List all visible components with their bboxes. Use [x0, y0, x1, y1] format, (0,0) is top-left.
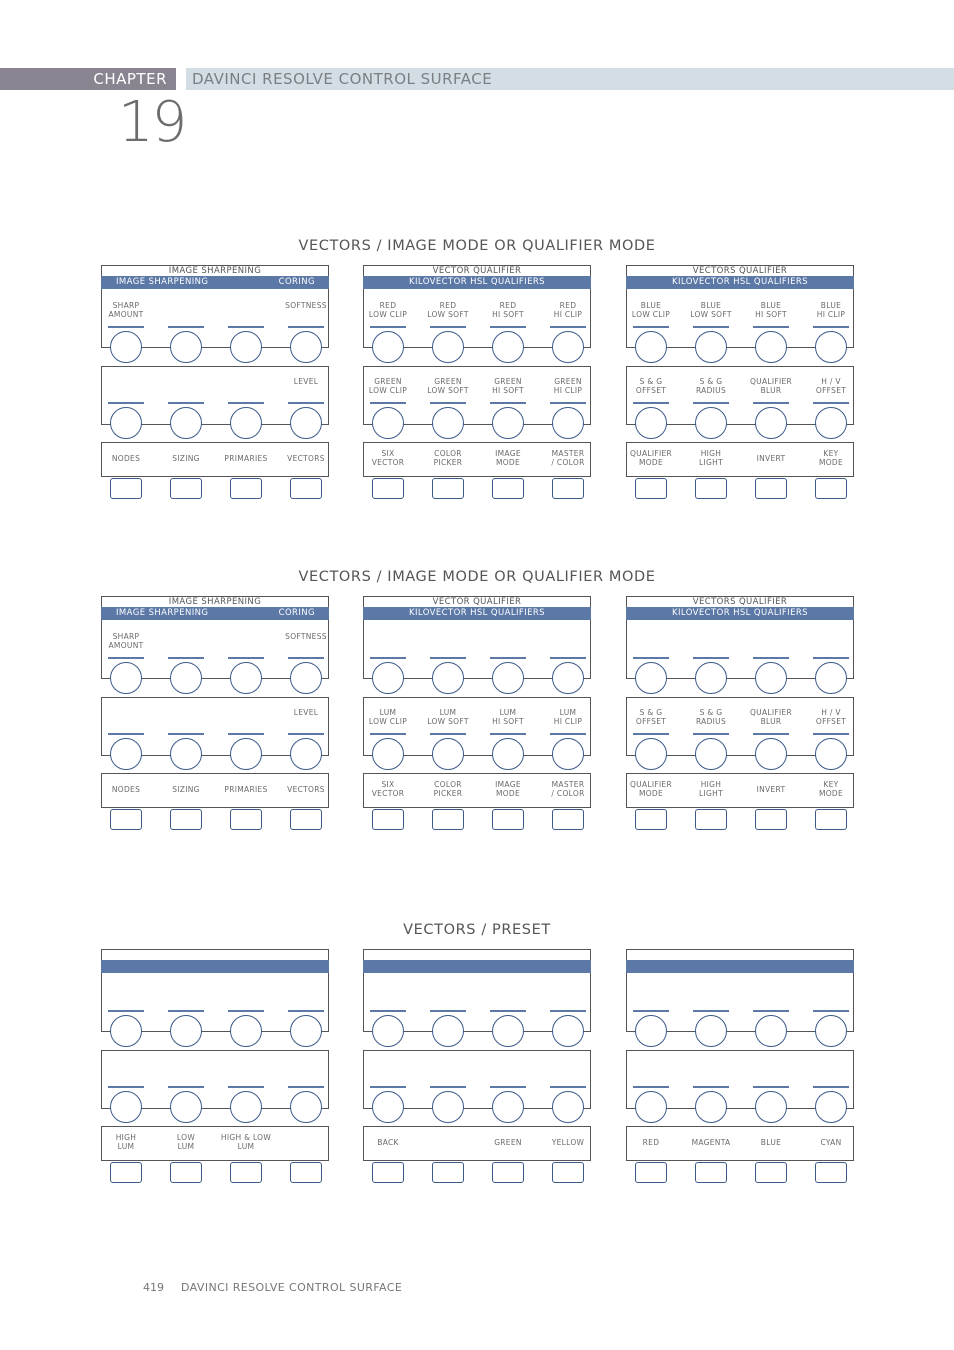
soft-key-button[interactable]: [230, 478, 262, 499]
header-bar-right-label: CORING: [278, 277, 315, 287]
knob-label: LUM LOW SOFT: [427, 708, 469, 726]
header-bar-center-label: KILOVECTOR HSL QUALIFIERS: [672, 277, 808, 287]
page-number: 419: [143, 1281, 164, 1294]
knob-label: SOFTNESS: [285, 301, 327, 310]
soft-key-button[interactable]: [492, 1162, 524, 1183]
knob-label-underline: [753, 1010, 789, 1012]
header-bar-center-label: KILOVECTOR HSL QUALIFIERS: [409, 277, 545, 287]
rotary-knob[interactable]: [552, 1091, 584, 1123]
knob-label-underline: [168, 402, 204, 404]
header-bar-left-label: IMAGE SHARPENING: [116, 608, 209, 618]
button-label: NODES: [111, 785, 141, 794]
rotary-knob[interactable]: [230, 662, 262, 694]
soft-key-button[interactable]: [755, 478, 787, 499]
knob-label-underline: [430, 733, 466, 735]
rotary-knob[interactable]: [110, 407, 142, 439]
button-label: LOW LUM: [176, 1133, 196, 1151]
rotary-knob[interactable]: [372, 407, 404, 439]
knob-label-underline: [813, 657, 849, 659]
knob-label: QUALIFIER BLUR: [749, 377, 793, 395]
soft-key-button[interactable]: [110, 809, 142, 830]
rotary-knob[interactable]: [755, 738, 787, 770]
knob-label: QUALIFIER BLUR: [749, 708, 793, 726]
knob-label-underline: [168, 326, 204, 328]
button-label: KEY MODE: [818, 780, 844, 798]
rotary-knob[interactable]: [372, 331, 404, 363]
knob-label-underline: [693, 326, 729, 328]
panel-top-label: VECTOR QUALIFIER: [363, 596, 591, 607]
knob-label-underline: [813, 1010, 849, 1012]
knob-label: SHARP AMOUNT: [108, 301, 144, 319]
control-panel: [363, 949, 591, 1189]
knob-label-underline: [168, 1010, 204, 1012]
control-panel: [626, 596, 854, 836]
soft-key-button[interactable]: [170, 809, 202, 830]
chapter-bar: [0, 68, 176, 90]
panel-header-bar: [626, 276, 854, 289]
panel-top-label: [101, 949, 329, 960]
rotary-knob[interactable]: [170, 407, 202, 439]
header-bar-right-label: CORING: [278, 608, 315, 618]
button-label: YELLOW: [551, 1138, 585, 1147]
soft-key-button[interactable]: [492, 809, 524, 830]
knob-label-underline: [693, 1086, 729, 1088]
soft-key-button[interactable]: [552, 809, 584, 830]
rotary-knob[interactable]: [372, 738, 404, 770]
rotary-knob[interactable]: [635, 331, 667, 363]
rotary-knob[interactable]: [230, 1091, 262, 1123]
control-panel: [626, 265, 854, 505]
soft-key-button[interactable]: [552, 1162, 584, 1183]
soft-key-button[interactable]: [170, 1162, 202, 1183]
knob-label: LUM LOW CLIP: [368, 708, 408, 726]
rotary-knob[interactable]: [432, 407, 464, 439]
knob-label-underline: [490, 402, 526, 404]
button-label: CYAN: [820, 1138, 842, 1147]
knob-label-underline: [108, 326, 144, 328]
knob-label-underline: [633, 1010, 669, 1012]
knob-label-underline: [288, 657, 324, 659]
button-label: GREEN: [494, 1138, 522, 1147]
section-title: VECTORS / IMAGE MODE OR QUALIFIER MODE: [298, 238, 656, 254]
soft-key-button[interactable]: [815, 478, 847, 499]
rotary-knob[interactable]: [290, 738, 322, 770]
control-panel: [101, 949, 329, 1189]
rotary-knob[interactable]: [230, 331, 262, 363]
panel-header-bar: [101, 960, 329, 973]
rotary-knob[interactable]: [552, 738, 584, 770]
knob-label: BLUE HI CLIP: [816, 301, 846, 319]
rotary-knob[interactable]: [635, 1015, 667, 1047]
knob-label-underline: [228, 657, 264, 659]
soft-key-button[interactable]: [492, 478, 524, 499]
soft-key-button[interactable]: [552, 478, 584, 499]
knob-label-underline: [228, 1086, 264, 1088]
rotary-knob[interactable]: [635, 662, 667, 694]
knob-label-underline: [813, 402, 849, 404]
control-panel: [101, 596, 329, 836]
knob-label-underline: [633, 402, 669, 404]
section-title: VECTORS / IMAGE MODE OR QUALIFIER MODE: [298, 569, 656, 585]
soft-key-button[interactable]: [432, 1162, 464, 1183]
knob-label: RED HI CLIP: [553, 301, 583, 319]
soft-key-button[interactable]: [635, 478, 667, 499]
soft-key-button[interactable]: [635, 809, 667, 830]
knob-label-underline: [633, 733, 669, 735]
rotary-knob[interactable]: [110, 1091, 142, 1123]
rotary-knob[interactable]: [372, 1091, 404, 1123]
rotary-knob[interactable]: [432, 331, 464, 363]
button-label: PRIMARIES: [224, 785, 268, 794]
knob-label-underline: [633, 1086, 669, 1088]
button-label: KEY MODE: [818, 449, 844, 467]
knob-label: S & G OFFSET: [635, 708, 667, 726]
knob-label-underline: [550, 1010, 586, 1012]
knob-label-underline: [288, 1010, 324, 1012]
rotary-knob[interactable]: [432, 1015, 464, 1047]
knob-label-underline: [370, 1010, 406, 1012]
knob-label-underline: [753, 1086, 789, 1088]
rotary-knob[interactable]: [170, 738, 202, 770]
rotary-knob[interactable]: [755, 662, 787, 694]
knob-label: BLUE LOW CLIP: [631, 301, 671, 319]
knob-label-underline: [693, 657, 729, 659]
knob-label-underline: [490, 1010, 526, 1012]
panel-top-label: VECTORS QUALIFIER: [626, 596, 854, 607]
rotary-knob[interactable]: [695, 407, 727, 439]
knob-label-underline: [370, 402, 406, 404]
knob-label-underline: [370, 326, 406, 328]
knob-label-underline: [753, 657, 789, 659]
rotary-knob[interactable]: [755, 407, 787, 439]
rotary-knob[interactable]: [290, 331, 322, 363]
rotary-knob[interactable]: [170, 331, 202, 363]
rotary-knob[interactable]: [110, 331, 142, 363]
rotary-knob[interactable]: [492, 407, 524, 439]
knob-label-underline: [288, 326, 324, 328]
rotary-knob[interactable]: [290, 1091, 322, 1123]
panel-header-bar: [626, 960, 854, 973]
panel-top-label: [626, 949, 854, 960]
control-panel: [626, 949, 854, 1189]
panel-header-bar: [101, 276, 329, 289]
soft-key-button[interactable]: [695, 1162, 727, 1183]
knob-label-underline: [430, 657, 466, 659]
knob-label-underline: [550, 657, 586, 659]
rotary-knob[interactable]: [170, 1015, 202, 1047]
rotary-knob[interactable]: [695, 738, 727, 770]
panel-header-bar: [101, 607, 329, 620]
button-label: NODES: [111, 454, 141, 463]
rotary-knob[interactable]: [552, 331, 584, 363]
knob-label: BLUE LOW SOFT: [690, 301, 732, 319]
knob-label-underline: [168, 657, 204, 659]
knob-label: RED LOW SOFT: [427, 301, 469, 319]
soft-key-button[interactable]: [170, 478, 202, 499]
rotary-knob[interactable]: [230, 407, 262, 439]
knob-label-underline: [490, 733, 526, 735]
chapter-label: CHAPTER: [93, 70, 167, 88]
button-label: COLOR PICKER: [433, 449, 463, 467]
knob-label: SHARP AMOUNT: [108, 632, 144, 650]
knob-label: LUM HI SOFT: [492, 708, 524, 726]
rotary-knob[interactable]: [432, 662, 464, 694]
rotary-knob[interactable]: [695, 1015, 727, 1047]
soft-key-button[interactable]: [290, 478, 322, 499]
knob-label-underline: [550, 402, 586, 404]
soft-key-button[interactable]: [432, 809, 464, 830]
knob-label: H / V OFFSET: [815, 377, 847, 395]
rotary-knob[interactable]: [755, 1015, 787, 1047]
rotary-knob[interactable]: [635, 1091, 667, 1123]
knob-label-underline: [430, 402, 466, 404]
rotary-knob[interactable]: [635, 738, 667, 770]
knob-label-underline: [753, 326, 789, 328]
button-label: VECTORS: [287, 454, 325, 463]
control-panel: [363, 265, 591, 505]
rotary-knob[interactable]: [290, 662, 322, 694]
rotary-knob[interactable]: [815, 738, 847, 770]
knob-label: SOFTNESS: [285, 632, 327, 641]
knob-label-underline: [490, 326, 526, 328]
rotary-knob[interactable]: [815, 1091, 847, 1123]
knob-label-underline: [288, 733, 324, 735]
button-label: COLOR PICKER: [433, 780, 463, 798]
footer-title: DAVINCI RESOLVE CONTROL SURFACE: [181, 1281, 403, 1294]
rotary-knob[interactable]: [552, 662, 584, 694]
soft-key-button[interactable]: [432, 478, 464, 499]
knob-label-underline: [490, 1086, 526, 1088]
button-label: SIX VECTOR: [371, 449, 405, 467]
rotary-knob[interactable]: [492, 1091, 524, 1123]
button-label: BACK: [377, 1138, 399, 1147]
rotary-knob[interactable]: [372, 662, 404, 694]
soft-key-button[interactable]: [755, 1162, 787, 1183]
knob-label-underline: [228, 402, 264, 404]
knob-label-underline: [813, 733, 849, 735]
button-label: INVERT: [756, 454, 786, 463]
panel-header-bar: [363, 276, 591, 289]
knob-label: H / V OFFSET: [815, 708, 847, 726]
rotary-knob[interactable]: [815, 1015, 847, 1047]
knob-label-underline: [753, 733, 789, 735]
rotary-knob[interactable]: [230, 1015, 262, 1047]
knob-label-underline: [370, 733, 406, 735]
knob-label-underline: [108, 657, 144, 659]
knob-label: RED HI SOFT: [492, 301, 524, 319]
panel-header-bar: [363, 607, 591, 620]
panel-top-label: [363, 949, 591, 960]
knob-label-underline: [108, 733, 144, 735]
rotary-knob[interactable]: [755, 1091, 787, 1123]
panel-header-bar: [626, 607, 854, 620]
panel-top-label: IMAGE SHARPENING: [101, 596, 329, 607]
rotary-knob[interactable]: [432, 738, 464, 770]
rotary-knob[interactable]: [170, 662, 202, 694]
rotary-knob[interactable]: [695, 662, 727, 694]
soft-key-button[interactable]: [695, 478, 727, 499]
knob-label-underline: [813, 1086, 849, 1088]
panel-header-bar: [363, 960, 591, 973]
panel-top-label: VECTOR QUALIFIER: [363, 265, 591, 276]
button-label: MASTER / COLOR: [551, 780, 585, 798]
soft-key-button[interactable]: [290, 809, 322, 830]
rotary-knob[interactable]: [170, 1091, 202, 1123]
soft-key-button[interactable]: [815, 809, 847, 830]
button-label: PRIMARIES: [224, 454, 268, 463]
knob-label-underline: [490, 657, 526, 659]
section-title: VECTORS / PRESET: [403, 922, 551, 938]
knob-label: GREEN LOW SOFT: [427, 377, 469, 395]
soft-key-button[interactable]: [290, 1162, 322, 1183]
soft-key-button[interactable]: [230, 809, 262, 830]
knob-label: S & G RADIUS: [695, 377, 727, 395]
button-label: IMAGE MODE: [495, 780, 521, 798]
knob-label-underline: [693, 1010, 729, 1012]
knob-label: LUM HI CLIP: [553, 708, 583, 726]
button-label: HIGH LUM: [115, 1133, 137, 1151]
button-label: SIX VECTOR: [371, 780, 405, 798]
rotary-knob[interactable]: [755, 331, 787, 363]
knob-label-underline: [108, 1086, 144, 1088]
knob-label-underline: [633, 657, 669, 659]
rotary-knob[interactable]: [815, 662, 847, 694]
soft-key-button[interactable]: [755, 809, 787, 830]
knob-label-underline: [430, 326, 466, 328]
soft-key-button[interactable]: [230, 1162, 262, 1183]
soft-key-button[interactable]: [695, 809, 727, 830]
soft-key-button[interactable]: [110, 478, 142, 499]
knob-label-underline: [693, 733, 729, 735]
soft-key-button[interactable]: [372, 1162, 404, 1183]
header-bar-center-label: KILOVECTOR HSL QUALIFIERS: [672, 608, 808, 618]
knob-label-underline: [550, 733, 586, 735]
knob-label-underline: [693, 402, 729, 404]
button-label: SIZING: [172, 785, 200, 794]
button-label: IMAGE MODE: [495, 449, 521, 467]
button-label: INVERT: [756, 785, 786, 794]
soft-key-button[interactable]: [815, 1162, 847, 1183]
knob-label-underline: [550, 326, 586, 328]
knob-label-underline: [108, 1010, 144, 1012]
button-label: RED: [642, 1138, 660, 1147]
chapter-title: DAVINCI RESOLVE CONTROL SURFACE: [192, 70, 493, 88]
knob-label: BLUE HI SOFT: [755, 301, 787, 319]
rotary-knob[interactable]: [492, 738, 524, 770]
knob-label-underline: [288, 402, 324, 404]
button-label: VECTORS: [287, 785, 325, 794]
rotary-knob[interactable]: [815, 331, 847, 363]
knob-label-underline: [633, 326, 669, 328]
knob-label-underline: [370, 1086, 406, 1088]
chapter-number: 19: [118, 90, 186, 155]
button-label: HIGH LIGHT: [699, 780, 723, 798]
knob-label-underline: [753, 402, 789, 404]
button-label: MASTER / COLOR: [551, 449, 585, 467]
soft-key-button[interactable]: [110, 1162, 142, 1183]
rotary-knob[interactable]: [695, 1091, 727, 1123]
rotary-knob[interactable]: [290, 1015, 322, 1047]
control-panel: [101, 265, 329, 505]
rotary-knob[interactable]: [695, 331, 727, 363]
knob-label: S & G OFFSET: [635, 377, 667, 395]
knob-label-underline: [550, 1086, 586, 1088]
knob-label: GREEN LOW CLIP: [368, 377, 408, 395]
panel-top-label: VECTORS QUALIFIER: [626, 265, 854, 276]
button-label: SIZING: [172, 454, 200, 463]
knob-label: S & G RADIUS: [695, 708, 727, 726]
rotary-knob[interactable]: [110, 738, 142, 770]
knob-label-underline: [370, 657, 406, 659]
rotary-knob[interactable]: [110, 662, 142, 694]
knob-label: RED LOW CLIP: [368, 301, 408, 319]
knob-label: LEVEL: [293, 708, 319, 717]
knob-label-underline: [228, 326, 264, 328]
knob-label-underline: [228, 1010, 264, 1012]
soft-key-button[interactable]: [635, 1162, 667, 1183]
knob-label: GREEN HI SOFT: [492, 377, 524, 395]
rotary-knob[interactable]: [110, 1015, 142, 1047]
rotary-knob[interactable]: [492, 331, 524, 363]
chapter-title-bar: [186, 68, 954, 90]
panel-top-label: IMAGE SHARPENING: [101, 265, 329, 276]
knob-label-underline: [228, 733, 264, 735]
knob-label-underline: [168, 733, 204, 735]
button-label: HIGH LIGHT: [699, 449, 723, 467]
button-label: QUALIFIER MODE: [629, 780, 673, 798]
knob-label-underline: [168, 1086, 204, 1088]
soft-key-button[interactable]: [372, 809, 404, 830]
soft-key-button[interactable]: [372, 478, 404, 499]
rotary-knob[interactable]: [635, 407, 667, 439]
rotary-knob[interactable]: [230, 738, 262, 770]
button-label: HIGH & LOW LUM: [220, 1133, 272, 1151]
control-panel: [363, 596, 591, 836]
rotary-knob[interactable]: [552, 407, 584, 439]
header-bar-left-label: IMAGE SHARPENING: [116, 277, 209, 287]
button-label: BLUE: [760, 1138, 782, 1147]
button-label: MAGENTA: [691, 1138, 731, 1147]
rotary-knob[interactable]: [372, 1015, 404, 1047]
knob-label: GREEN HI CLIP: [553, 377, 583, 395]
knob-label-underline: [288, 1086, 324, 1088]
header-bar-center-label: KILOVECTOR HSL QUALIFIERS: [409, 608, 545, 618]
knob-label-underline: [813, 326, 849, 328]
rotary-knob[interactable]: [492, 662, 524, 694]
button-label: QUALIFIER MODE: [629, 449, 673, 467]
knob-label-underline: [430, 1010, 466, 1012]
rotary-knob[interactable]: [552, 1015, 584, 1047]
knob-label-underline: [430, 1086, 466, 1088]
rotary-knob[interactable]: [492, 1015, 524, 1047]
knob-label: LEVEL: [293, 377, 319, 386]
rotary-knob[interactable]: [432, 1091, 464, 1123]
rotary-knob[interactable]: [290, 407, 322, 439]
knob-label-underline: [108, 402, 144, 404]
rotary-knob[interactable]: [815, 407, 847, 439]
